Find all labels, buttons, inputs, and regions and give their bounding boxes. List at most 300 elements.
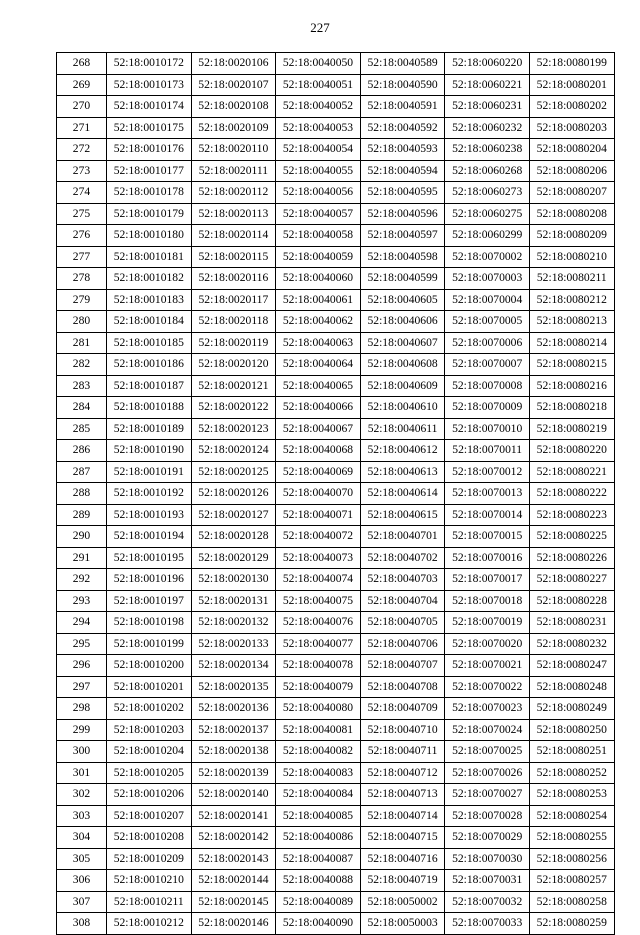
row-number-cell: 268 bbox=[57, 53, 107, 75]
row-number-cell: 287 bbox=[57, 461, 107, 483]
cadastral-code-cell: 52:18:0040076 bbox=[276, 612, 361, 634]
table-row bbox=[57, 504, 615, 526]
cadastral-code-cell: 52:18:0070003 bbox=[445, 268, 530, 290]
cadastral-code-cell: 52:18:0080204 bbox=[529, 139, 614, 161]
cadastral-code-cell: 52:18:0040062 bbox=[276, 311, 361, 333]
cadastral-code-cell: 52:18:0070024 bbox=[445, 719, 530, 741]
row-number-cell: 294 bbox=[57, 612, 107, 634]
row-number-cell: 295 bbox=[57, 633, 107, 655]
cadastral-code-cell: 52:18:0040714 bbox=[360, 805, 445, 827]
cadastral-code-cell: 52:18:0040702 bbox=[360, 547, 445, 569]
cadastral-code-cell: 52:18:0020114 bbox=[191, 225, 276, 247]
cadastral-code-cell: 52:18:0020142 bbox=[191, 827, 276, 849]
cadastral-code-cell: 52:18:0010212 bbox=[107, 913, 192, 935]
cadastral-code-cell: 52:18:0020131 bbox=[191, 590, 276, 612]
cadastral-code-cell: 52:18:0040084 bbox=[276, 784, 361, 806]
cadastral-code-cell: 52:18:0040713 bbox=[360, 784, 445, 806]
cadastral-code-cell: 52:18:0080231 bbox=[529, 612, 614, 634]
cadastral-code-cell: 52:18:0020120 bbox=[191, 354, 276, 376]
table-row bbox=[57, 805, 615, 827]
cadastral-code-cell: 52:18:0020128 bbox=[191, 526, 276, 548]
cadastral-code-cell: 52:18:0080203 bbox=[529, 117, 614, 139]
cadastral-code-cell: 52:18:0010196 bbox=[107, 569, 192, 591]
table-row bbox=[57, 246, 615, 268]
cadastral-code-cell: 52:18:0020112 bbox=[191, 182, 276, 204]
cadastral-code-cell: 52:18:0080212 bbox=[529, 289, 614, 311]
cadastral-code-cell: 52:18:0080252 bbox=[529, 762, 614, 784]
cadastral-code-cell: 52:18:0040719 bbox=[360, 870, 445, 892]
cadastral-code-cell: 52:18:0010203 bbox=[107, 719, 192, 741]
cadastral-code-cell: 52:18:0010177 bbox=[107, 160, 192, 182]
cadastral-code-cell: 52:18:0070021 bbox=[445, 655, 530, 677]
table-row bbox=[57, 289, 615, 311]
cadastral-code-cell: 52:18:0040085 bbox=[276, 805, 361, 827]
cadastral-code-cell: 52:18:0010199 bbox=[107, 633, 192, 655]
row-number-cell: 303 bbox=[57, 805, 107, 827]
cadastral-code-cell: 52:18:0020146 bbox=[191, 913, 276, 935]
cadastral-code-cell: 52:18:0010193 bbox=[107, 504, 192, 526]
cadastral-code-cell: 52:18:0020113 bbox=[191, 203, 276, 225]
table-row bbox=[57, 311, 615, 333]
cadastral-code-cell: 52:18:0040590 bbox=[360, 74, 445, 96]
cadastral-code-cell: 52:18:0070031 bbox=[445, 870, 530, 892]
row-number-cell: 286 bbox=[57, 440, 107, 462]
cadastral-code-cell: 52:18:0040063 bbox=[276, 332, 361, 354]
cadastral-code-cell: 52:18:0040077 bbox=[276, 633, 361, 655]
row-number-cell: 305 bbox=[57, 848, 107, 870]
table-row bbox=[57, 526, 615, 548]
cadastral-code-cell: 52:18:0040612 bbox=[360, 440, 445, 462]
cadastral-code-cell: 52:18:0070027 bbox=[445, 784, 530, 806]
table-row bbox=[57, 418, 615, 440]
row-number-cell: 272 bbox=[57, 139, 107, 161]
cadastral-code-cell: 52:18:0070018 bbox=[445, 590, 530, 612]
cadastral-code-cell: 52:18:0050002 bbox=[360, 891, 445, 913]
cadastral-code-cell: 52:18:0010184 bbox=[107, 311, 192, 333]
table-row bbox=[57, 354, 615, 376]
cadastral-code-cell: 52:18:0040609 bbox=[360, 375, 445, 397]
cadastral-code-cell: 52:18:0080223 bbox=[529, 504, 614, 526]
cadastral-code-cell: 52:18:0040086 bbox=[276, 827, 361, 849]
row-number-cell: 308 bbox=[57, 913, 107, 935]
cadastral-code-cell: 52:18:0040608 bbox=[360, 354, 445, 376]
row-number-cell: 298 bbox=[57, 698, 107, 720]
cadastral-code-cell: 52:18:0020125 bbox=[191, 461, 276, 483]
cadastral-code-cell: 52:18:0020110 bbox=[191, 139, 276, 161]
cadastral-code-cell: 52:18:0070004 bbox=[445, 289, 530, 311]
cadastral-code-cell: 52:18:0040614 bbox=[360, 483, 445, 505]
table-row bbox=[57, 569, 615, 591]
row-number-cell: 300 bbox=[57, 741, 107, 763]
cadastral-code-cell: 52:18:0040715 bbox=[360, 827, 445, 849]
cadastral-code-cell: 52:18:0040615 bbox=[360, 504, 445, 526]
row-number-cell: 280 bbox=[57, 311, 107, 333]
cadastral-code-cell: 52:18:0040599 bbox=[360, 268, 445, 290]
table-row bbox=[57, 891, 615, 913]
cadastral-code-cell: 52:18:0010210 bbox=[107, 870, 192, 892]
cadastral-code-cell: 52:18:0010204 bbox=[107, 741, 192, 763]
cadastral-code-cell: 52:18:0040057 bbox=[276, 203, 361, 225]
cadastral-code-cell: 52:18:0040716 bbox=[360, 848, 445, 870]
cadastral-code-cell: 52:18:0040611 bbox=[360, 418, 445, 440]
cadastral-code-cell: 52:18:0020126 bbox=[191, 483, 276, 505]
row-number-cell: 302 bbox=[57, 784, 107, 806]
cadastral-code-cell: 52:18:0020134 bbox=[191, 655, 276, 677]
cadastral-code-cell: 52:18:0010208 bbox=[107, 827, 192, 849]
cadastral-code-cell: 52:18:0070029 bbox=[445, 827, 530, 849]
cadastral-code-cell: 52:18:0020127 bbox=[191, 504, 276, 526]
cadastral-code-cell: 52:18:0070002 bbox=[445, 246, 530, 268]
cadastral-code-cell: 52:18:0040610 bbox=[360, 397, 445, 419]
cadastral-code-cell: 52:18:0020115 bbox=[191, 246, 276, 268]
cadastral-code-cell: 52:18:0080219 bbox=[529, 418, 614, 440]
cadastral-code-cell: 52:18:0070020 bbox=[445, 633, 530, 655]
cadastral-code-cell: 52:18:0080213 bbox=[529, 311, 614, 333]
cadastral-code-cell: 52:18:0020130 bbox=[191, 569, 276, 591]
cadastral-code-cell: 52:18:0070012 bbox=[445, 461, 530, 483]
cadastral-code-cell: 52:18:0010211 bbox=[107, 891, 192, 913]
row-number-cell: 270 bbox=[57, 96, 107, 118]
cadastral-code-cell: 52:18:0040594 bbox=[360, 160, 445, 182]
cadastral-code-cell: 52:18:0080215 bbox=[529, 354, 614, 376]
cadastral-code-cell: 52:18:0080259 bbox=[529, 913, 614, 935]
cadastral-code-cell: 52:18:0050003 bbox=[360, 913, 445, 935]
cadastral-code-cell: 52:18:0060232 bbox=[445, 117, 530, 139]
cadastral-code-cell: 52:18:0040707 bbox=[360, 655, 445, 677]
cadastral-code-cell: 52:18:0010180 bbox=[107, 225, 192, 247]
cadastral-code-cell: 52:18:0040081 bbox=[276, 719, 361, 741]
cadastral-code-cell: 52:18:0010195 bbox=[107, 547, 192, 569]
cadastral-code-cell: 52:18:0020140 bbox=[191, 784, 276, 806]
cadastral-code-cell: 52:18:0080254 bbox=[529, 805, 614, 827]
table-row bbox=[57, 461, 615, 483]
table-row bbox=[57, 375, 615, 397]
cadastral-code-cell: 52:18:0040069 bbox=[276, 461, 361, 483]
table-row bbox=[57, 117, 615, 139]
table-row bbox=[57, 139, 615, 161]
cadastral-code-cell: 52:18:0040073 bbox=[276, 547, 361, 569]
table-row bbox=[57, 225, 615, 247]
cadastral-code-cell: 52:18:0040066 bbox=[276, 397, 361, 419]
cadastral-code-cell: 52:18:0070030 bbox=[445, 848, 530, 870]
cadastral-code-cell: 52:18:0070011 bbox=[445, 440, 530, 462]
cadastral-code-cell: 52:18:0040068 bbox=[276, 440, 361, 462]
table-row bbox=[57, 203, 615, 225]
cadastral-code-cell: 52:18:0060231 bbox=[445, 96, 530, 118]
row-number-cell: 291 bbox=[57, 547, 107, 569]
cadastral-code-cell: 52:18:0040061 bbox=[276, 289, 361, 311]
table-row bbox=[57, 160, 615, 182]
cadastral-code-cell: 52:18:0040613 bbox=[360, 461, 445, 483]
cadastral-code-cell: 52:18:0040075 bbox=[276, 590, 361, 612]
table-row bbox=[57, 96, 615, 118]
cadastral-code-cell: 52:18:0070005 bbox=[445, 311, 530, 333]
row-number-cell: 277 bbox=[57, 246, 107, 268]
row-number-cell: 297 bbox=[57, 676, 107, 698]
cadastral-code-cell: 52:18:0070019 bbox=[445, 612, 530, 634]
cadastral-code-cell: 52:18:0010182 bbox=[107, 268, 192, 290]
cadastral-code-cell: 52:18:0040089 bbox=[276, 891, 361, 913]
cadastral-code-cell: 52:18:0010188 bbox=[107, 397, 192, 419]
row-number-cell: 292 bbox=[57, 569, 107, 591]
cadastral-code-cell: 52:18:0080214 bbox=[529, 332, 614, 354]
cadastral-code-cell: 52:18:0010189 bbox=[107, 418, 192, 440]
cadastral-code-cell: 52:18:0040712 bbox=[360, 762, 445, 784]
cadastral-code-cell: 52:18:0010197 bbox=[107, 590, 192, 612]
cadastral-code-cell: 52:18:0040067 bbox=[276, 418, 361, 440]
cadastral-code-cell: 52:18:0010179 bbox=[107, 203, 192, 225]
cadastral-code-cell: 52:18:0070008 bbox=[445, 375, 530, 397]
cadastral-code-cell: 52:18:0020136 bbox=[191, 698, 276, 720]
cadastral-code-cell: 52:18:0040078 bbox=[276, 655, 361, 677]
row-number-cell: 284 bbox=[57, 397, 107, 419]
cadastral-code-cell: 52:18:0020107 bbox=[191, 74, 276, 96]
cadastral-code-cell: 52:18:0080220 bbox=[529, 440, 614, 462]
cadastral-code-cell: 52:18:0040065 bbox=[276, 375, 361, 397]
cadastral-code-cell: 52:18:0070015 bbox=[445, 526, 530, 548]
table-row bbox=[57, 719, 615, 741]
row-number-cell: 290 bbox=[57, 526, 107, 548]
cadastral-code-cell: 52:18:0080249 bbox=[529, 698, 614, 720]
cadastral-code-cell: 52:18:0070013 bbox=[445, 483, 530, 505]
cadastral-code-cell: 52:18:0040709 bbox=[360, 698, 445, 720]
cadastral-code-cell: 52:18:0040708 bbox=[360, 676, 445, 698]
cadastral-code-cell: 52:18:0020119 bbox=[191, 332, 276, 354]
row-number-cell: 304 bbox=[57, 827, 107, 849]
cadastral-code-cell: 52:18:0040589 bbox=[360, 53, 445, 75]
row-number-cell: 281 bbox=[57, 332, 107, 354]
cadastral-code-cell: 52:18:0020139 bbox=[191, 762, 276, 784]
cadastral-code-cell: 52:18:0040607 bbox=[360, 332, 445, 354]
cadastral-code-cell: 52:18:0060221 bbox=[445, 74, 530, 96]
table-row bbox=[57, 182, 615, 204]
cadastral-code-cell: 52:18:0010206 bbox=[107, 784, 192, 806]
cadastral-code-cell: 52:18:0020137 bbox=[191, 719, 276, 741]
cadastral-code-cell: 52:18:0080257 bbox=[529, 870, 614, 892]
cadastral-code-cell: 52:18:0020116 bbox=[191, 268, 276, 290]
cadastral-code-cell: 52:18:0020145 bbox=[191, 891, 276, 913]
cadastral-code-cell: 52:18:0080258 bbox=[529, 891, 614, 913]
cadastral-code-cell: 52:18:0010174 bbox=[107, 96, 192, 118]
cadastral-code-cell: 52:18:0040052 bbox=[276, 96, 361, 118]
cadastral-code-cell: 52:18:0020135 bbox=[191, 676, 276, 698]
row-number-cell: 306 bbox=[57, 870, 107, 892]
cadastral-code-cell: 52:18:0040064 bbox=[276, 354, 361, 376]
cadastral-code-cell: 52:18:0080199 bbox=[529, 53, 614, 75]
cadastral-code-cell: 52:18:0070017 bbox=[445, 569, 530, 591]
cadastral-code-cell: 52:18:0040088 bbox=[276, 870, 361, 892]
cadastral-code-cell: 52:18:0080232 bbox=[529, 633, 614, 655]
table-row bbox=[57, 397, 615, 419]
cadastral-code-cell: 52:18:0040080 bbox=[276, 698, 361, 720]
row-number-cell: 276 bbox=[57, 225, 107, 247]
cadastral-code-cell: 52:18:0070028 bbox=[445, 805, 530, 827]
row-number-cell: 307 bbox=[57, 891, 107, 913]
cadastral-code-cell: 52:18:0010176 bbox=[107, 139, 192, 161]
cadastral-code-cell: 52:18:0040059 bbox=[276, 246, 361, 268]
cadastral-code-cell: 52:18:0060268 bbox=[445, 160, 530, 182]
row-number-cell: 274 bbox=[57, 182, 107, 204]
cadastral-code-cell: 52:18:0010181 bbox=[107, 246, 192, 268]
cadastral-code-cell: 52:18:0040606 bbox=[360, 311, 445, 333]
cadastral-code-cell: 52:18:0040710 bbox=[360, 719, 445, 741]
cadastral-code-cell: 52:18:0020111 bbox=[191, 160, 276, 182]
cadastral-code-cell: 52:18:0040056 bbox=[276, 182, 361, 204]
cadastral-code-cell: 52:18:0080253 bbox=[529, 784, 614, 806]
cadastral-code-cell: 52:18:0040072 bbox=[276, 526, 361, 548]
cadastral-code-cell: 52:18:0040087 bbox=[276, 848, 361, 870]
cadastral-code-cell: 52:18:0040593 bbox=[360, 139, 445, 161]
cadastral-code-cell: 52:18:0080209 bbox=[529, 225, 614, 247]
row-number-cell: 279 bbox=[57, 289, 107, 311]
cadastral-code-cell: 52:18:0080207 bbox=[529, 182, 614, 204]
row-number-cell: 296 bbox=[57, 655, 107, 677]
table-body bbox=[57, 53, 615, 935]
cadastral-code-cell: 52:18:0020133 bbox=[191, 633, 276, 655]
cadastral-code-cell: 52:18:0040598 bbox=[360, 246, 445, 268]
cadastral-code-cell: 52:18:0020141 bbox=[191, 805, 276, 827]
table-row bbox=[57, 483, 615, 505]
cadastral-code-cell: 52:18:0010194 bbox=[107, 526, 192, 548]
cadastral-code-cell: 52:18:0040082 bbox=[276, 741, 361, 763]
row-number-cell: 283 bbox=[57, 375, 107, 397]
cadastral-code-cell: 52:18:0010191 bbox=[107, 461, 192, 483]
cadastral-code-cell: 52:18:0010207 bbox=[107, 805, 192, 827]
cadastral-code-cell: 52:18:0070032 bbox=[445, 891, 530, 913]
cadastral-code-cell: 52:18:0080222 bbox=[529, 483, 614, 505]
cadastral-code-cell: 52:18:0080225 bbox=[529, 526, 614, 548]
cadastral-code-cell: 52:18:0080210 bbox=[529, 246, 614, 268]
cadastral-code-cell: 52:18:0010192 bbox=[107, 483, 192, 505]
table-row bbox=[57, 655, 615, 677]
row-number-cell: 271 bbox=[57, 117, 107, 139]
cadastral-code-cell: 52:18:0060273 bbox=[445, 182, 530, 204]
cadastral-code-cell: 52:18:0080247 bbox=[529, 655, 614, 677]
cadastral-code-cell: 52:18:0020143 bbox=[191, 848, 276, 870]
cadastral-code-cell: 52:18:0080226 bbox=[529, 547, 614, 569]
row-number-cell: 288 bbox=[57, 483, 107, 505]
row-number-cell: 289 bbox=[57, 504, 107, 526]
cadastral-code-cell: 52:18:0020138 bbox=[191, 741, 276, 763]
cadastral-code-cell: 52:18:0010187 bbox=[107, 375, 192, 397]
cadastral-code-cell: 52:18:0040060 bbox=[276, 268, 361, 290]
cadastral-code-cell: 52:18:0080248 bbox=[529, 676, 614, 698]
cadastral-code-cell: 52:18:0040055 bbox=[276, 160, 361, 182]
cadastral-code-cell: 52:18:0020118 bbox=[191, 311, 276, 333]
cadastral-code-cell: 52:18:0080206 bbox=[529, 160, 614, 182]
table-row bbox=[57, 676, 615, 698]
cadastral-code-cell: 52:18:0010173 bbox=[107, 74, 192, 96]
cadastral-code-cell: 52:18:0010178 bbox=[107, 182, 192, 204]
cadastral-code-cell: 52:18:0040701 bbox=[360, 526, 445, 548]
cadastral-code-cell: 52:18:0020144 bbox=[191, 870, 276, 892]
cadastral-code-cell: 52:18:0040706 bbox=[360, 633, 445, 655]
cadastral-code-cell: 52:18:0040711 bbox=[360, 741, 445, 763]
cadastral-code-cell: 52:18:0020123 bbox=[191, 418, 276, 440]
page-number: 227 bbox=[310, 20, 330, 35]
cadastral-code-cell: 52:18:0040705 bbox=[360, 612, 445, 634]
row-number-cell: 301 bbox=[57, 762, 107, 784]
cadastral-code-cell: 52:18:0020117 bbox=[191, 289, 276, 311]
cadastral-code-cell: 52:18:0020106 bbox=[191, 53, 276, 75]
cadastral-code-cell: 52:18:0080208 bbox=[529, 203, 614, 225]
cadastral-code-cell: 52:18:0020108 bbox=[191, 96, 276, 118]
table-row bbox=[57, 547, 615, 569]
row-number-cell: 299 bbox=[57, 719, 107, 741]
cadastral-code-cell: 52:18:0080251 bbox=[529, 741, 614, 763]
cadastral-code-cell: 52:18:0060220 bbox=[445, 53, 530, 75]
cadastral-code-cell: 52:18:0080255 bbox=[529, 827, 614, 849]
cadastral-code-cell: 52:18:0080211 bbox=[529, 268, 614, 290]
row-number-cell: 269 bbox=[57, 74, 107, 96]
cadastral-code-cell: 52:18:0080250 bbox=[529, 719, 614, 741]
cadastral-code-cell: 52:18:0010185 bbox=[107, 332, 192, 354]
cadastral-code-cell: 52:18:0040591 bbox=[360, 96, 445, 118]
table-row bbox=[57, 762, 615, 784]
cadastral-code-cell: 52:18:0070016 bbox=[445, 547, 530, 569]
cadastral-code-cell: 52:18:0040597 bbox=[360, 225, 445, 247]
cadastral-code-cell: 52:18:0040051 bbox=[276, 74, 361, 96]
table-row bbox=[57, 913, 615, 935]
table-row bbox=[57, 698, 615, 720]
cadastral-code-cell: 52:18:0040083 bbox=[276, 762, 361, 784]
cadastral-code-cell: 52:18:0020109 bbox=[191, 117, 276, 139]
table-row bbox=[57, 633, 615, 655]
cadastral-code-cell: 52:18:0070026 bbox=[445, 762, 530, 784]
cadastral-code-cell: 52:18:0040071 bbox=[276, 504, 361, 526]
cadastral-code-cell: 52:18:0010202 bbox=[107, 698, 192, 720]
cadastral-code-cell: 52:18:0080221 bbox=[529, 461, 614, 483]
cadastral-code-cell: 52:18:0040090 bbox=[276, 913, 361, 935]
table-row bbox=[57, 53, 615, 75]
cadastral-code-cell: 52:18:0010200 bbox=[107, 655, 192, 677]
cadastral-code-cell: 52:18:0010172 bbox=[107, 53, 192, 75]
cadastral-code-cell: 52:18:0040050 bbox=[276, 53, 361, 75]
cadastral-code-cell: 52:18:0040592 bbox=[360, 117, 445, 139]
cadastral-code-cell: 52:18:0010175 bbox=[107, 117, 192, 139]
cadastral-code-cell: 52:18:0040596 bbox=[360, 203, 445, 225]
cadastral-code-cell: 52:18:0010186 bbox=[107, 354, 192, 376]
table-row bbox=[57, 784, 615, 806]
row-number-cell: 275 bbox=[57, 203, 107, 225]
cadastral-code-cell: 52:18:0040053 bbox=[276, 117, 361, 139]
table-row bbox=[57, 870, 615, 892]
cadastral-code-cell: 52:18:0080202 bbox=[529, 96, 614, 118]
table-row bbox=[57, 74, 615, 96]
cadastral-code-cell: 52:18:0010201 bbox=[107, 676, 192, 698]
cadastral-code-cell: 52:18:0040079 bbox=[276, 676, 361, 698]
cadastral-code-cell: 52:18:0080256 bbox=[529, 848, 614, 870]
cadastral-code-cell: 52:18:0070006 bbox=[445, 332, 530, 354]
cadastral-code-cell: 52:18:0070014 bbox=[445, 504, 530, 526]
row-number-cell: 278 bbox=[57, 268, 107, 290]
row-number-cell: 293 bbox=[57, 590, 107, 612]
cadastral-code-cell: 52:18:0070009 bbox=[445, 397, 530, 419]
table-row bbox=[57, 741, 615, 763]
table-row bbox=[57, 268, 615, 290]
cadastral-code-cell: 52:18:0080227 bbox=[529, 569, 614, 591]
cadastral-code-cell: 52:18:0080201 bbox=[529, 74, 614, 96]
cadastral-code-cell: 52:18:0060299 bbox=[445, 225, 530, 247]
cadastral-code-cell: 52:18:0080216 bbox=[529, 375, 614, 397]
cadastral-code-cell: 52:18:0020124 bbox=[191, 440, 276, 462]
cadastral-code-cell: 52:18:0020129 bbox=[191, 547, 276, 569]
cadastral-code-cell: 52:18:0040595 bbox=[360, 182, 445, 204]
cadastral-code-cell: 52:18:0070023 bbox=[445, 698, 530, 720]
row-number-cell: 282 bbox=[57, 354, 107, 376]
cadastral-code-cell: 52:18:0010190 bbox=[107, 440, 192, 462]
cadastral-code-cell: 52:18:0010205 bbox=[107, 762, 192, 784]
